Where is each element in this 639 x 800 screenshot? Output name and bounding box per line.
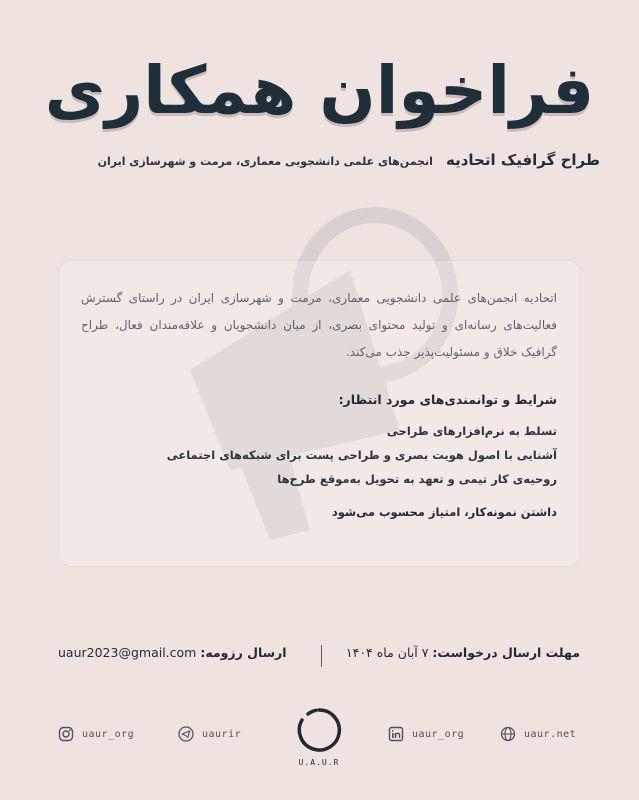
deadline-value: ۷ آبان ماه ۱۴۰۴ bbox=[345, 645, 429, 660]
instagram-icon bbox=[58, 726, 74, 742]
linkedin-icon bbox=[388, 726, 404, 742]
uaur-logo bbox=[292, 706, 346, 767]
requirements-title: شرایط و توانمندی‌های مورد انتظار: bbox=[338, 392, 557, 407]
role-title: طراح گرافیک اتحادیه bbox=[446, 151, 600, 169]
linkedin-handle: uaur_org bbox=[412, 728, 465, 740]
footer bbox=[58, 706, 580, 766]
linkedin-link[interactable] bbox=[388, 726, 464, 742]
resume-email[interactable]: uaur2023@gmail.com bbox=[58, 645, 197, 660]
requirements-list bbox=[81, 419, 557, 491]
resume-contact bbox=[58, 645, 286, 660]
instagram-handle: uaur_org bbox=[82, 728, 135, 740]
telegram-link[interactable] bbox=[178, 726, 241, 742]
subtitle bbox=[30, 150, 600, 169]
logo-text: U.A.U.R bbox=[298, 758, 340, 767]
divider bbox=[321, 645, 322, 667]
requirement-item: آشنایی با اصول هویت بصری و طراحی پست برای شبکه‌های اجتماعی bbox=[166, 448, 557, 462]
website-link[interactable] bbox=[500, 726, 576, 742]
bonus-note: داشتن نمونه‌کار، امتیاز محسوب می‌شود bbox=[331, 505, 557, 519]
resume-label: ارسال رزومه: bbox=[200, 645, 287, 660]
organization-name: انجمن‌های علمی دانشجویی معماری، مرمت و شهرسازی ایران bbox=[97, 155, 433, 168]
website-url: uaur.net bbox=[524, 728, 577, 740]
telegram-handle: uaurir bbox=[202, 728, 242, 740]
uaur-logo-icon bbox=[294, 706, 344, 752]
telegram-icon bbox=[178, 726, 194, 742]
requirement-item: روحیه‌ی کار تیمی و تعهد به تحویل به‌موقع طرح‌ها bbox=[277, 472, 557, 486]
deadline bbox=[346, 645, 580, 660]
requirement-item: تسلط به نرم‌افزارهای طراحی bbox=[386, 424, 557, 438]
contact-bar bbox=[58, 645, 580, 669]
globe-icon bbox=[500, 726, 516, 742]
intro-text: اتحادیه انجمن‌های علمی دانشجویی معماری، مرمت و شهرسازی ایران در راستای گسترش فعالیت‌های رسانه‌ای و تولید محتوای بصری، از میان دانشجویان و علاقه‌مندان فعال، طراح گرافیک خلاق و مسئولیت‌پذیر جذب می‌کند. bbox=[81, 291, 557, 359]
page-title: فراخوان همکاری bbox=[44, 52, 595, 129]
deadline-label: مهلت ارسال درخواست: bbox=[432, 645, 580, 660]
info-card bbox=[58, 260, 580, 567]
instagram-link[interactable] bbox=[58, 726, 134, 742]
